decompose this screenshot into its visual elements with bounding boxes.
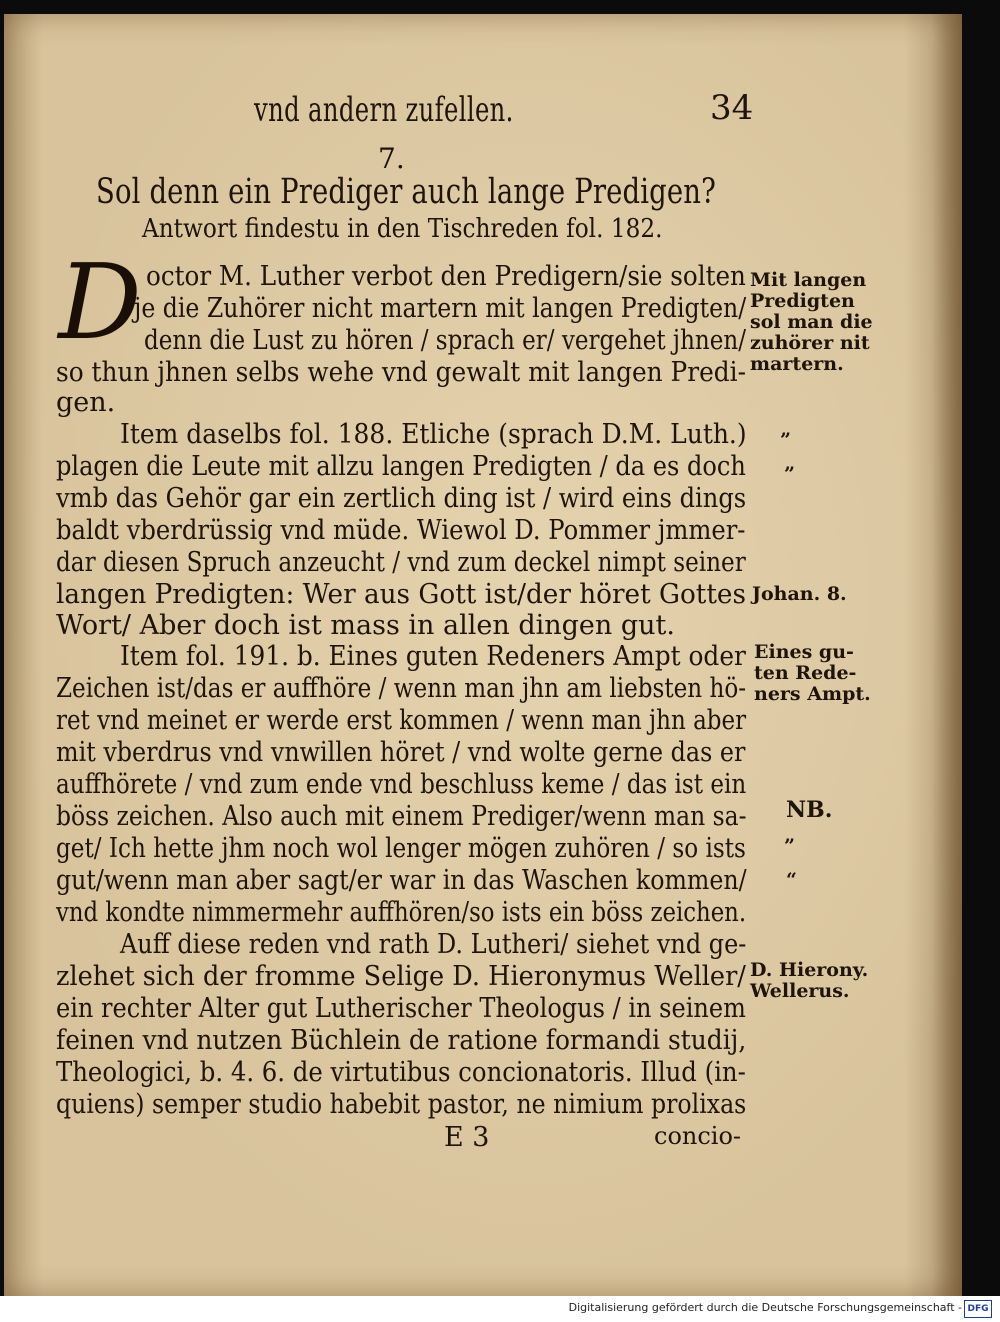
section-question: Sol denn ein Prediger auch lange Predigen? [96, 172, 716, 212]
page-number: 34 [710, 88, 754, 128]
text-line: baldt vberdrüssig vnd müde. Wiewol D. Pommer jmmer- [56, 515, 746, 546]
margin-note: Johan. 8. [752, 583, 847, 605]
book-page [4, 14, 962, 1296]
text-line: plagen die Leute mit allzu langen Predigten / da es doch [56, 451, 746, 482]
text-line: Auff diese reden vnd rath D. Lutheri/ siehet vnd ge- [120, 929, 747, 960]
text-line: Item fol. 191. b. Eines guten Redeners Ampt oder [120, 641, 746, 672]
funding-credit: Digitalisierung gefördert durch die Deutsche Forschungsgemeinschaft - [568, 1301, 962, 1314]
text-line: vnd kondte nimmermehr auffhören/so ists ein böss zeichen. [56, 897, 747, 928]
text-line: denn die Lust zu hören / sprach er/ vergehet jhnen/ [144, 325, 746, 356]
margin-note: D. Hierony. Wellerus. [750, 959, 869, 1002]
text-line: langen Predigten: Wer aus Gott ist/der höret Gottes [56, 579, 746, 610]
text-line: gut/wenn man aber sagt/er war in das Waschen kommen/ [56, 865, 747, 896]
page-edge-shadow [932, 14, 962, 1296]
catchword: concio- [654, 1122, 742, 1150]
text-line: ret vnd meinet er werde erst kommen / wenn man jhn aber [56, 705, 747, 736]
text-line: mit vberdrus vnd vnwillen höret / vnd wolte gerne das er [56, 737, 746, 768]
text-line: quiens) semper studio habebit pastor, ne nimium prolixas [56, 1089, 747, 1120]
text-line: böss zeichen. Also auch mit einem Prediger/wenn man sa- [56, 801, 747, 832]
margin-mark: ” [784, 835, 795, 857]
margin-note: Eines gu- ten Rede- ners Ampt. [754, 641, 871, 705]
margin-mark: ” [784, 463, 795, 485]
text-line: zlehet sich der fromme Selige D. Hieronymus Weller/ [56, 961, 746, 992]
dfg-logo: DFG [964, 1300, 992, 1318]
text-line: Item daselbs fol. 188. Etliche (sprach D.M. Luth.) [120, 419, 747, 450]
text-line: dar diesen Spruch anzeucht / vnd zum deckel nimpt seiner [56, 547, 746, 578]
text-line: vmb das Gehör gar ein zertlich ding ist / wird eins dings [56, 483, 747, 514]
margin-mark: ” [780, 429, 791, 451]
section-number: 7. [378, 142, 405, 175]
text-line: Theologici, b. 4. 6. de virtutibus concionatoris. Illud (in- [56, 1057, 746, 1088]
text-line: auffhörete / vnd zum ende vnd beschluss keme / das ist ein [56, 769, 747, 800]
text-line: je die Zuhörer nicht martern mit langen Predigten/ [134, 293, 747, 324]
margin-note: Mit langen Predigten sol man die zuhörer nit martern. [750, 269, 873, 375]
drop-capital: D [58, 241, 142, 363]
running-head: vnd andern zufellen. [254, 90, 514, 130]
answer-reference: Antwort findestu in den Tischreden fol. 182. [142, 214, 663, 244]
margin-nota-bene: NB. [786, 797, 833, 823]
text-line: Zeichen ist/das er auffhöre / wenn man jhn am liebsten hö- [56, 673, 747, 704]
text-line: feinen vnd nutzen Büchlein de ratione formandi studij, [56, 1025, 747, 1056]
text-line: octor M. Luther verbot den Predigern/sie solten [146, 261, 746, 292]
text-line: get/ Ich hette jhm noch wol lenger mögen zuhören / so ists [56, 833, 746, 864]
text-line: Wort/ Aber doch ist mass in allen dingen gut. [56, 610, 675, 641]
text-line: so thun jhnen selbs wehe vnd gewalt mit langen Predi- [56, 357, 746, 388]
text-line: gen. [56, 387, 116, 418]
signature-mark: E 3 [444, 1122, 490, 1153]
margin-mark: “ [786, 869, 797, 891]
credit-bar [0, 1296, 1000, 1322]
text-line: ein rechter Alter gut Lutherischer Theologus / in seinem [56, 993, 746, 1024]
